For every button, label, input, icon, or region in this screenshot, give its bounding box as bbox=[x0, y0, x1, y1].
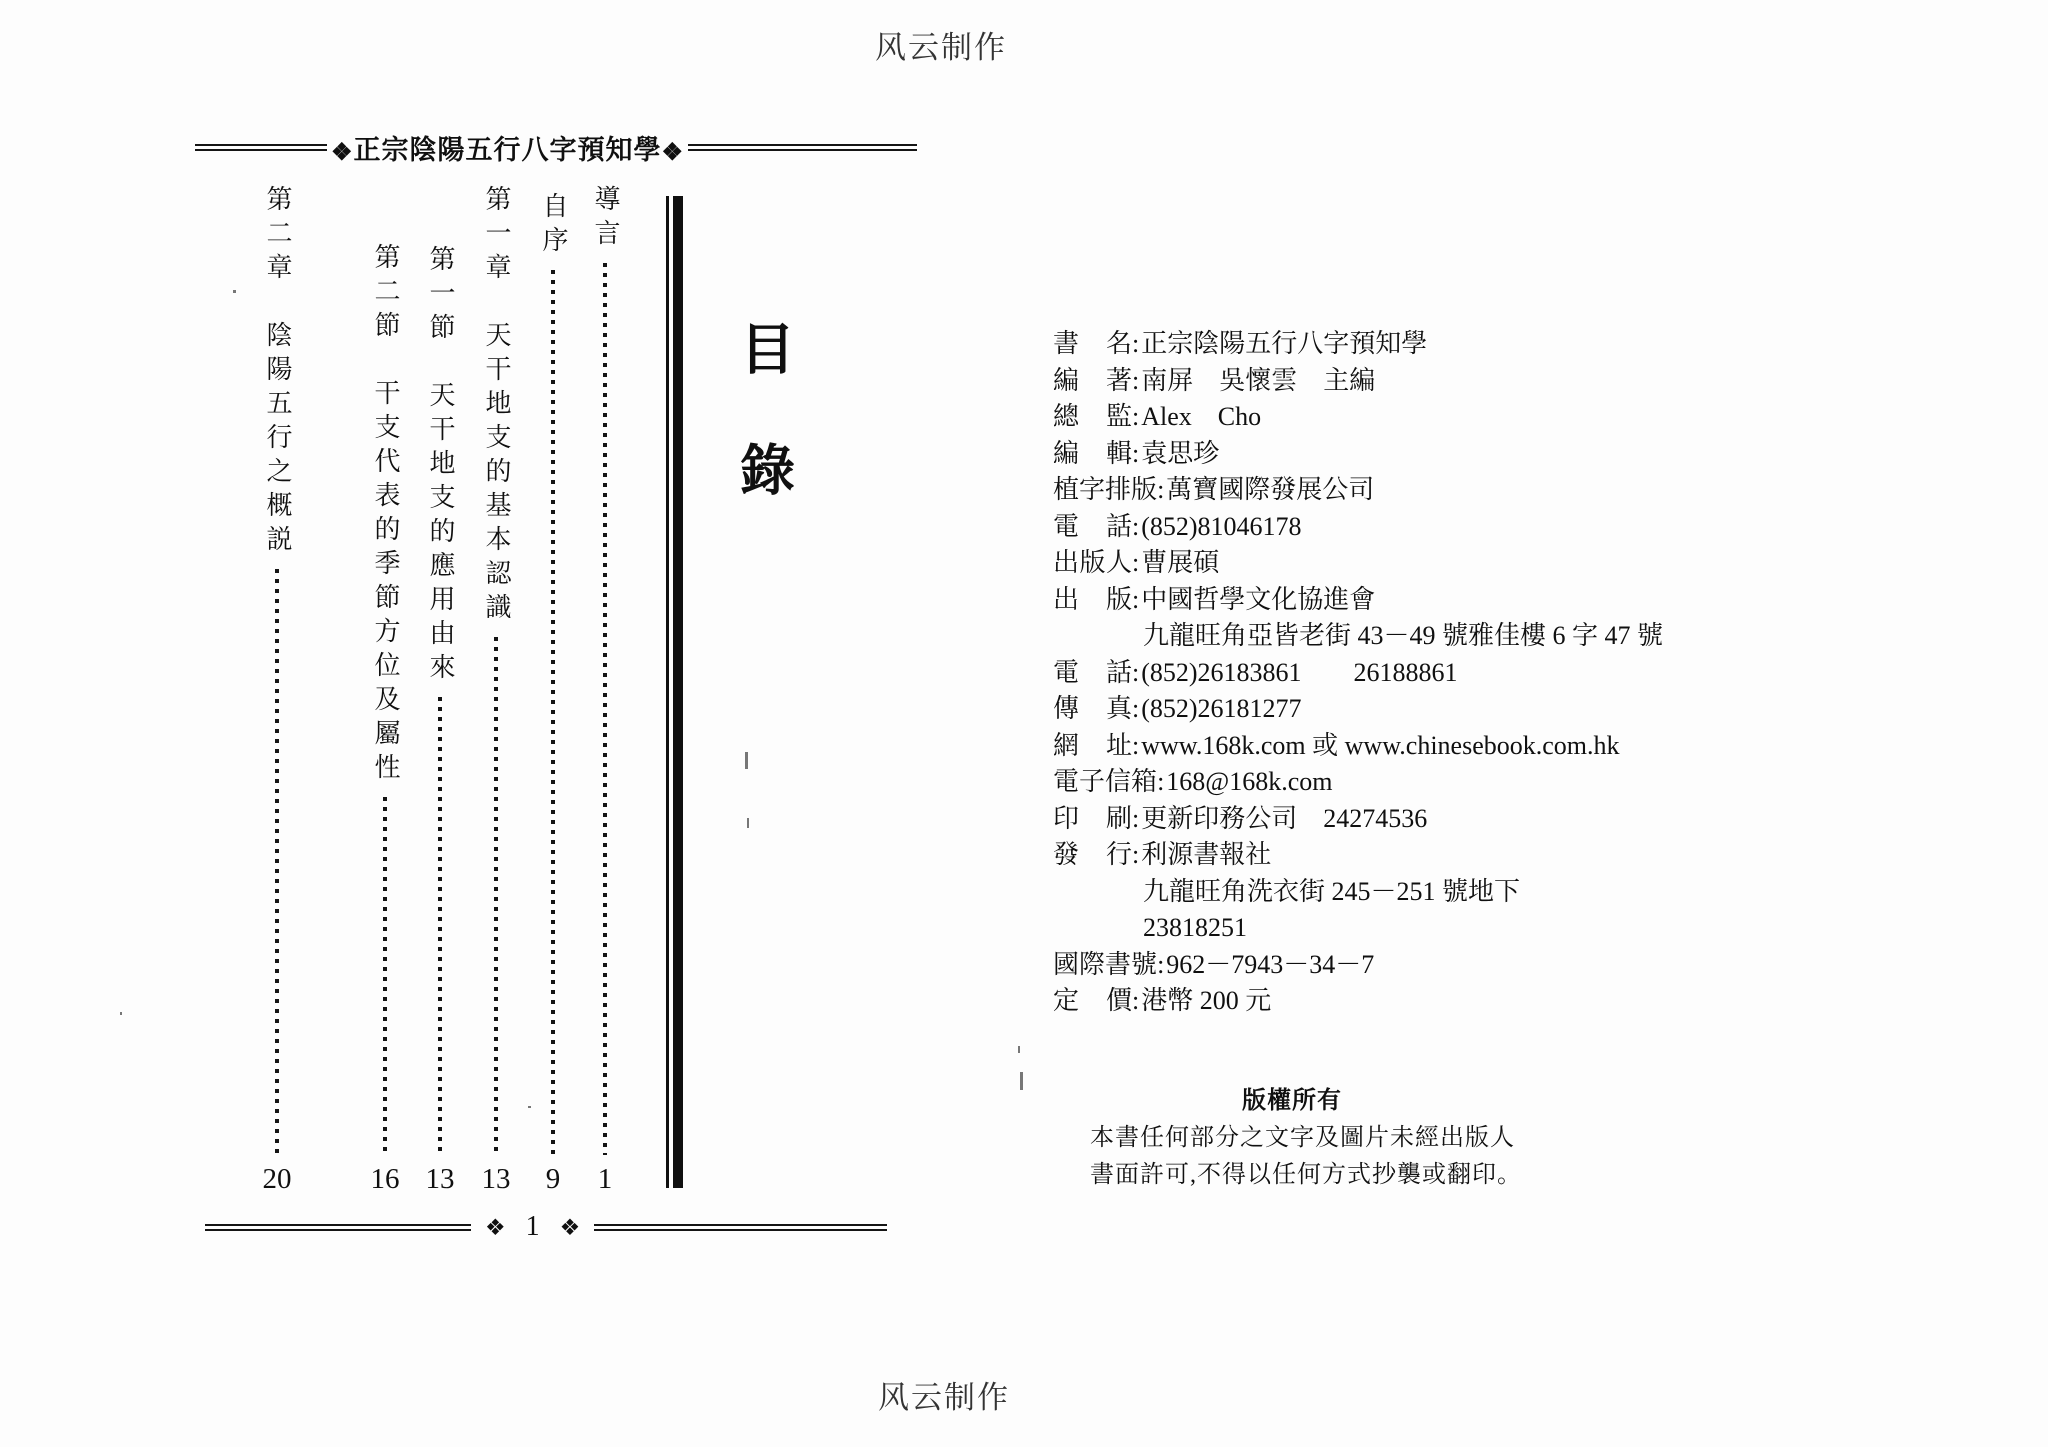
colophon-row bbox=[1053, 837, 1693, 874]
section-title-mulu: 目錄 bbox=[732, 320, 793, 562]
colophon-row-label bbox=[1053, 837, 1132, 874]
colophon-row-value: 袁思珍 bbox=[1141, 438, 1220, 468]
colophon-row bbox=[1053, 363, 1693, 400]
colophon-label-char: 版 bbox=[1105, 584, 1132, 614]
colophon-label-colon: : bbox=[1132, 329, 1140, 358]
colophon-label-colon: : bbox=[1132, 511, 1140, 541]
page-separator-line bbox=[666, 196, 683, 1188]
colophon-row-value: 更新印務公司 24274536 bbox=[1141, 803, 1428, 833]
colophon-row bbox=[1053, 728, 1693, 765]
toc-entry-title: 導言 bbox=[591, 185, 620, 253]
colophon-label-char: 編 bbox=[1053, 438, 1080, 468]
colophon-continuation-row bbox=[1053, 874, 1693, 911]
colophon-row bbox=[1053, 801, 1693, 838]
scan-noise-speck bbox=[747, 818, 749, 828]
colophon-label-colon: : bbox=[1132, 365, 1140, 395]
knot-ornament-icon: ❖ bbox=[485, 1214, 506, 1240]
toc-entry-page-number: 9 bbox=[545, 1163, 561, 1195]
colophon-row-label bbox=[1053, 691, 1132, 728]
colophon-label-char: 價 bbox=[1105, 986, 1132, 1015]
colophon-row bbox=[1053, 655, 1693, 692]
colophon-row-value: 萬寶國際發展公司 bbox=[1166, 475, 1375, 504]
colophon-row-value: 23818251 bbox=[1143, 913, 1247, 942]
toc-entry-title: 自序 bbox=[539, 192, 568, 260]
colophon-label-char: 輯 bbox=[1105, 438, 1132, 468]
scan-noise-speck bbox=[120, 1012, 122, 1015]
colophon-label-char: 監 bbox=[1105, 402, 1132, 431]
colophon-row bbox=[1053, 545, 1693, 582]
colophon-label-char: 電 bbox=[1053, 767, 1080, 796]
copyright-lines bbox=[1090, 1120, 1522, 1194]
colophon-label-char: 話 bbox=[1105, 511, 1132, 541]
copyright-block bbox=[1090, 1083, 1522, 1194]
toc-dotted-leader bbox=[603, 263, 607, 1155]
colophon-label-char: 植 bbox=[1053, 475, 1080, 504]
scan-noise-speck bbox=[1018, 1046, 1020, 1053]
toc-entry-page-number: 13 bbox=[425, 1163, 455, 1195]
colophon-label-colon: : bbox=[1132, 548, 1140, 577]
colophon-row-value: www.168k.com 或 www.chinesebook.com.hk bbox=[1141, 730, 1620, 760]
colophon-row-value: (852)26183861 26188861 bbox=[1141, 657, 1458, 687]
toc-dotted-leader bbox=[551, 270, 555, 1155]
colophon-label-colon: : bbox=[1132, 803, 1140, 833]
colophon-row-label bbox=[1053, 582, 1132, 619]
scan-noise-speck bbox=[745, 752, 748, 769]
scan-noise-speck bbox=[233, 290, 236, 293]
colophon-row-label bbox=[1053, 399, 1132, 436]
colophon-continuation-row bbox=[1053, 910, 1693, 947]
colophon-row-label bbox=[1053, 983, 1132, 1020]
colophon-label-char: 發 bbox=[1053, 840, 1080, 869]
copyright-line: 本書任何部分之文字及圖片未經出版人 bbox=[1090, 1125, 1515, 1151]
colophon-label-colon: : bbox=[1157, 767, 1165, 796]
toc-dotted-leader bbox=[275, 569, 279, 1155]
knot-ornament-icon: ❖ bbox=[661, 139, 685, 166]
colophon-label-char: 版 bbox=[1079, 548, 1106, 577]
colophon-label-char: 名 bbox=[1105, 329, 1132, 358]
toc-dotted-leader bbox=[438, 697, 442, 1155]
colophon-row-value: 利源書報社 bbox=[1141, 840, 1272, 869]
colophon-row-label bbox=[1053, 947, 1157, 984]
toc-entry-title: 第二章 陰陽五行之概説 bbox=[263, 185, 292, 559]
colophon-label-char: 出 bbox=[1053, 584, 1080, 614]
colophon-row bbox=[1053, 582, 1693, 619]
page-footer bbox=[205, 1212, 887, 1242]
colophon-row bbox=[1053, 691, 1693, 728]
toc-entry-page-number: 20 bbox=[262, 1163, 292, 1195]
toc-dotted-leader bbox=[383, 797, 387, 1155]
colophon-row-value: 中國哲學文化協進會 bbox=[1141, 584, 1376, 614]
footer-rule-right bbox=[594, 1224, 887, 1231]
watermark-top: 风云制作 bbox=[875, 30, 1007, 65]
colophon-label-char: 電 bbox=[1053, 511, 1080, 541]
colophon-row-value: 曹展碩 bbox=[1141, 548, 1220, 577]
colophon-row-label bbox=[1053, 326, 1132, 363]
colophon-label-char: 信 bbox=[1105, 767, 1132, 796]
colophon-row-value: 168@168k.com bbox=[1166, 767, 1333, 796]
toc-entry-title: 第二節 干支代表的季節方位及屬性 bbox=[371, 243, 400, 787]
colophon-row bbox=[1053, 326, 1693, 363]
colophon-row bbox=[1053, 436, 1693, 473]
knot-ornament-icon: ❖ bbox=[559, 1214, 581, 1240]
colophon-label-char: 傳 bbox=[1053, 694, 1080, 723]
colophon-row-label bbox=[1053, 545, 1132, 582]
colophon-row bbox=[1053, 947, 1693, 984]
colophon-continuation-row bbox=[1053, 618, 1693, 655]
colophon-label-colon: : bbox=[1132, 840, 1140, 869]
colophon-label-colon: : bbox=[1132, 694, 1140, 723]
colophon-row-label bbox=[1053, 472, 1157, 509]
colophon-row-value: 962－7943－34－7 bbox=[1166, 949, 1375, 979]
footer-rule-left bbox=[205, 1224, 471, 1231]
colophon-row-value: 九龍旺角亞皆老街 43－49 號雅佳樓 6 字 47 號 bbox=[1143, 621, 1664, 650]
toc-entry bbox=[366, 243, 404, 1197]
colophon-label-char: 定 bbox=[1053, 986, 1080, 1015]
knot-ornament-icon: ❖ bbox=[331, 139, 354, 166]
colophon-label-char: 排 bbox=[1105, 475, 1132, 504]
colophon-label-char: 箱 bbox=[1131, 767, 1158, 796]
colophon-row bbox=[1053, 509, 1693, 546]
colophon bbox=[1053, 326, 1693, 1020]
colophon-row-label bbox=[1053, 801, 1132, 838]
colophon-label-colon: : bbox=[1157, 949, 1165, 979]
colophon-label-colon: : bbox=[1132, 730, 1140, 760]
toc-dotted-leader bbox=[494, 637, 498, 1155]
colophon-label-char: 印 bbox=[1053, 803, 1080, 833]
colophon-row bbox=[1053, 399, 1693, 436]
colophon-label-char: 字 bbox=[1079, 475, 1106, 504]
toc-entry bbox=[258, 185, 296, 1197]
colophon-label-char: 號 bbox=[1131, 949, 1158, 979]
toc-entry bbox=[586, 185, 624, 1197]
header-rule-right bbox=[688, 144, 917, 151]
book-title-text: 正宗陰陽五行八字預知學 bbox=[353, 134, 662, 165]
colophon-label-colon: : bbox=[1132, 657, 1140, 687]
colophon-label-colon: : bbox=[1132, 438, 1140, 468]
colophon-label-colon: : bbox=[1132, 584, 1140, 614]
colophon-row-value: (852)26181277 bbox=[1141, 694, 1302, 723]
toc-entry-page-number: 16 bbox=[370, 1163, 400, 1195]
colophon-label-char: 編 bbox=[1053, 365, 1080, 395]
copyright-line: 書面許可,不得以任何方式抄襲或翻印。 bbox=[1090, 1162, 1522, 1188]
toc-entry-title: 第一節 天干地支的應用由來 bbox=[426, 245, 455, 687]
colophon-label-char: 電 bbox=[1053, 657, 1080, 687]
colophon-label-colon: : bbox=[1132, 986, 1140, 1015]
colophon-row bbox=[1053, 983, 1693, 1020]
colophon-label-colon: : bbox=[1157, 475, 1165, 504]
scan-noise-speck bbox=[1020, 1072, 1023, 1090]
colophon-label-char: 書 bbox=[1105, 949, 1132, 979]
colophon-row-label bbox=[1053, 363, 1132, 400]
colophon-row bbox=[1053, 764, 1693, 801]
toc-entry bbox=[477, 185, 515, 1197]
colophon-label-char: 行 bbox=[1105, 840, 1132, 869]
toc-entry-page-number: 13 bbox=[481, 1163, 511, 1195]
footer-page-number: 1 bbox=[525, 1211, 540, 1242]
colophon-row-label bbox=[1053, 655, 1132, 692]
toc-entry-title: 第一章 天干地支的基本認識 bbox=[482, 185, 511, 627]
colophon-label-char: 際 bbox=[1079, 949, 1106, 979]
colophon-row bbox=[1053, 472, 1693, 509]
copyright-title: 版權所有 bbox=[1242, 1088, 1342, 1114]
header-rule-left bbox=[195, 144, 327, 151]
colophon-label-char: 真 bbox=[1105, 694, 1132, 723]
colophon-label-char: 子 bbox=[1079, 767, 1106, 796]
colophon-row-label bbox=[1053, 728, 1132, 765]
colophon-label-char: 出 bbox=[1053, 548, 1080, 577]
colophon-row-label bbox=[1053, 509, 1132, 546]
colophon-label-char: 國 bbox=[1053, 949, 1080, 979]
colophon-row-value: (852)81046178 bbox=[1141, 511, 1302, 541]
toc-entry-page-number: 1 bbox=[597, 1163, 613, 1195]
colophon-label-char: 人 bbox=[1105, 548, 1132, 577]
colophon-row-label bbox=[1053, 764, 1157, 801]
colophon-row-value: Alex Cho bbox=[1141, 402, 1262, 431]
colophon-label-char: 址 bbox=[1105, 730, 1132, 760]
watermark-bottom: 风云制作 bbox=[878, 1380, 1010, 1415]
colophon-row-value: 港幣 200 元 bbox=[1141, 986, 1272, 1015]
colophon-label-char: 書 bbox=[1053, 329, 1080, 358]
colophon-row-value: 九龍旺角洗衣街 245－251 號地下 bbox=[1143, 876, 1521, 906]
colophon-label-char: 版 bbox=[1131, 475, 1158, 504]
colophon-row-value: 南屏 吳懷雲 主編 bbox=[1141, 365, 1376, 395]
colophon-label-char: 著 bbox=[1105, 365, 1132, 395]
colophon-label-char: 總 bbox=[1053, 402, 1080, 431]
scan-noise-speck bbox=[528, 1106, 531, 1108]
book-title-header bbox=[327, 128, 688, 167]
page-header bbox=[195, 127, 917, 167]
colophon-label-colon: : bbox=[1132, 402, 1140, 431]
colophon-label-char: 網 bbox=[1053, 730, 1080, 760]
colophon-label-char: 刷 bbox=[1105, 803, 1132, 833]
colophon-row-label bbox=[1053, 436, 1132, 473]
toc-entry bbox=[534, 192, 572, 1197]
colophon-row-value: 正宗陰陽五行八字預知學 bbox=[1141, 329, 1428, 358]
colophon-label-char: 話 bbox=[1105, 657, 1132, 687]
toc-entry bbox=[421, 245, 459, 1197]
